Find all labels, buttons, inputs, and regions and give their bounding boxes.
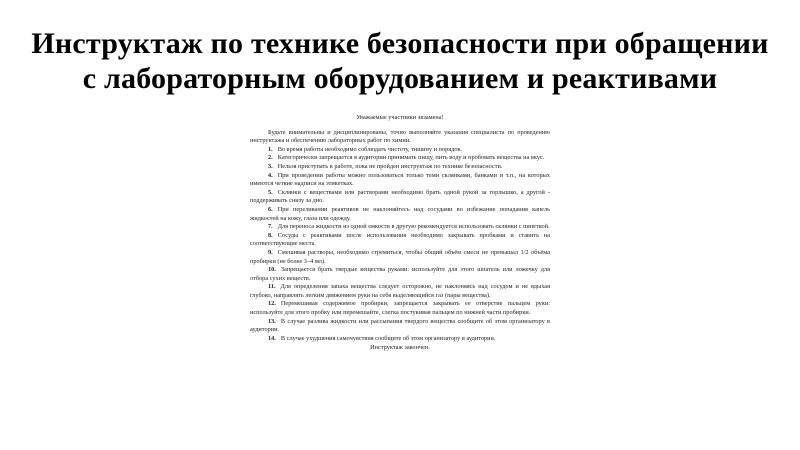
rule-item — [250, 189, 550, 206]
document-greeting: Уважаемые участники экзамена! — [356, 114, 444, 121]
instruction-document — [250, 114, 550, 353]
rule-text: Для переноса жидкости из одной емкости в другую рекомендуется использовать склянки с пипеткой. — [277, 223, 550, 231]
document-intro: Будьте внимательны и дисциплинированы, точно выполняйте указания специалиста по проведению инструктажа и обеспечению лабораторных работ по химии. — [250, 128, 550, 145]
rule-item — [250, 172, 550, 189]
rule-number: 6. — [268, 205, 273, 213]
rule-item — [250, 206, 550, 223]
rule-text: Смешивая растворы, необходимо стремиться, чтобы общий объём смеси не превышал 1/2 объёма пробирки (не более 3–4 мл). — [250, 248, 550, 265]
rule-number: 5. — [268, 188, 273, 196]
rule-item — [250, 283, 550, 300]
rule-text: Перемешивая содержимое пробирки, запрещается закрывать ее отверстие пальцем руки: используйте для этого пробку или перемешайте, слегка постукивая пальцем по нижней части пробирки. — [250, 300, 550, 317]
rule-number: 10. — [268, 266, 276, 274]
rule-text: Склянки с веществами или растворами необходимо брать одной рукой за горлышко, а другой - поддерживать снизу за дно. — [250, 188, 550, 205]
slide-title: Инструктаж по технике безопасности при обращении с лабораторным оборудованием и реактивами — [31, 27, 769, 96]
rule-text: Категорически запрещается в аудитории принимать пищу, пить воду и пробовать вещества на вкус. — [277, 154, 545, 162]
rule-number: 4. — [268, 171, 273, 179]
rule-item — [250, 163, 550, 172]
rule-number: 11. — [268, 283, 276, 291]
rule-item — [250, 335, 550, 344]
rule-number: 14. — [268, 334, 276, 342]
rule-item — [250, 300, 550, 317]
rule-number: 9. — [268, 248, 273, 256]
rule-item — [250, 249, 550, 266]
rule-number: 7. — [268, 223, 273, 231]
rule-item — [250, 232, 550, 249]
rule-item — [250, 223, 550, 232]
rule-number: 8. — [268, 231, 273, 239]
rule-number: 2. — [268, 154, 273, 162]
rule-text: При проведении работы можно пользоваться только теми склянками, банками и т.п., на которых имеются четкие надписи на этикетках. — [250, 171, 550, 188]
rule-text: Запрещается брать твердые вещества руками: используйте для этого шпатель или ложечку для отбора сухих веществ. — [250, 266, 550, 282]
rule-item — [250, 146, 550, 155]
rule-text: В случае ухудшения самочувствия сообщите об этом организатору в аудитории. — [280, 334, 496, 342]
rule-number: 1. — [268, 145, 273, 153]
rule-number: 3. — [268, 162, 273, 170]
rule-text: В случае разлива жидкости или рассыпания твердого вещества сообщите об этом организатору в аудитории. — [250, 317, 550, 334]
rule-number: 12. — [268, 300, 276, 308]
rule-text: Во время работы необходимо соблюдать чистоту, тишину и порядок. — [277, 145, 463, 153]
rule-text: Для определения запаха вещества следует осторожно, не наклоняясь над сосудом и не вдыхая глубоко, направлять легким движением руки на себя выделяющийся газ (пары вещества). — [250, 283, 550, 299]
rule-text: Нельзя приступать к работе, пока не пройден инструктаж по технике безопасности. — [277, 162, 503, 170]
document-closing: Инструктаж закончен. — [370, 344, 430, 352]
rule-item — [250, 266, 550, 283]
rule-number: 13. — [268, 317, 276, 325]
rule-text: Сосуды с реактивами после использования необходимо закрывать пробками и ставить на соответствующие места. — [250, 231, 550, 248]
rule-item — [250, 154, 550, 163]
rule-text: При переливании реактивов не наклоняйтесь над сосудами во избежание попадания капель жидкостей на кожу, глаза или одежду. — [250, 205, 550, 222]
rule-item — [250, 318, 550, 335]
